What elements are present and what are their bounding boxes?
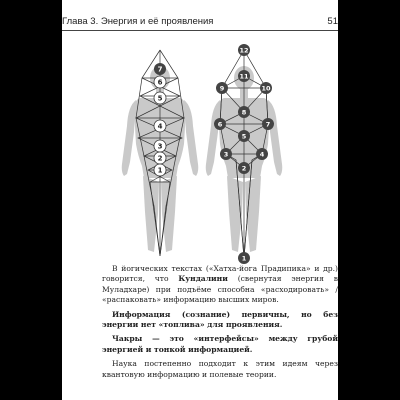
left-node-7 [154, 63, 166, 75]
right-node-1 [238, 252, 250, 264]
left-node-6-label: 6 [157, 78, 163, 87]
paragraph-3: Чакры — это «интерфейсы» между грубой энергией и тонкой информацией. [102, 334, 338, 354]
left-node-7-label: 7 [157, 65, 163, 74]
right-node-11 [238, 70, 250, 82]
body-text [102, 264, 338, 384]
right-node-7 [262, 118, 274, 130]
page-number: 51 [327, 16, 338, 27]
left-node-1 [154, 164, 166, 176]
right-node-11-label: 11 [239, 72, 249, 81]
paragraph-1-end: (свернутая энергия в Муладхаре) при подъёме способна «расходировать» / «распаковать» информацию высших миров. [102, 274, 338, 305]
left-node-1-label: 1 [157, 166, 163, 175]
right-node-12-label: 12 [239, 46, 249, 55]
right-node-7-label: 7 [265, 120, 271, 129]
left-node-4 [154, 120, 166, 132]
right-node-6-label: 6 [217, 120, 223, 129]
right-node-10-label: 10 [261, 84, 271, 93]
paragraph-1-start: В йогических текстах («Хатха-йога Прадипика» и др.) говорится, что [102, 264, 338, 284]
left-node-2-label: 2 [157, 154, 163, 163]
right-node-1-label: 1 [241, 254, 247, 263]
right-node-8-label: 8 [241, 108, 247, 117]
right-figure [206, 44, 283, 264]
chakra-figure [62, 36, 338, 268]
chakra-diagram [62, 36, 338, 268]
paragraph-1 [102, 264, 338, 306]
right-node-9 [216, 82, 228, 94]
header-rule [62, 30, 338, 31]
right-node-6 [214, 118, 226, 130]
right-node-2 [238, 162, 250, 174]
paragraph-4: Наука постепенно подходит к этим идеям через квантовую информацию и полевые теории. [102, 359, 338, 379]
left-node-3-label: 3 [157, 142, 163, 151]
right-node-9-label: 9 [219, 84, 225, 93]
right-node-3-label: 3 [223, 150, 229, 159]
left-figure [122, 50, 199, 256]
right-node-8 [238, 106, 250, 118]
left-node-4-label: 4 [157, 122, 163, 131]
right-node-4 [256, 148, 268, 160]
chapter-title: Глава 3. Энергия и её проявления [62, 16, 214, 27]
right-node-2-label: 2 [241, 164, 247, 173]
right-node-5 [238, 130, 250, 142]
left-node-2 [154, 152, 166, 164]
left-node-5 [154, 92, 166, 104]
book-page [62, 0, 338, 400]
paragraph-1-bold: Кундалини [178, 274, 228, 284]
left-node-5-label: 5 [157, 94, 163, 103]
left-node-3 [154, 140, 166, 152]
running-header [62, 14, 338, 30]
paragraph-2: Информация (сознание) первичны, но без энергии нет «топлива» для проявления. [102, 309, 338, 330]
right-node-4-label: 4 [259, 150, 265, 159]
right-node-10 [260, 82, 272, 94]
right-node-5-label: 5 [241, 132, 247, 141]
right-node-3 [220, 148, 232, 160]
left-node-6 [154, 76, 166, 88]
right-node-12 [238, 44, 250, 56]
